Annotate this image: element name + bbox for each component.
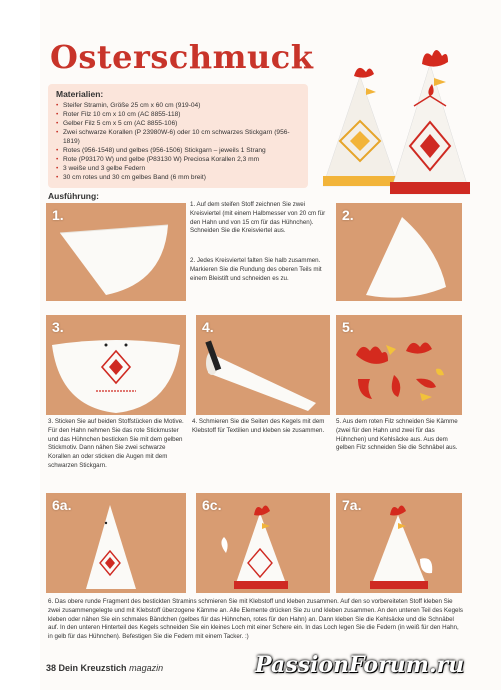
list-item: • 3 weiße und 3 gelbe Federn (56, 164, 300, 173)
step-number: 3. (52, 319, 64, 335)
magazine-suffix: magazin (129, 663, 164, 673)
cone-image (196, 315, 330, 415)
list-item: • Roter Filz 10 cm x 10 cm (AC 8855-118) (56, 110, 300, 119)
page-margin (0, 0, 40, 690)
step-2-text: 2. Jedes Kreisviertel falten Sie halb zusammen. Markieren Sie die Rundung des oberen Teils mit einem Bleistift und schneiden es zu. (190, 257, 322, 282)
step-4-text: 4. Schmieren Sie die Seiten des Kegels mit dem Klebstoff für Textilien und kleben sie zusammen. (192, 418, 325, 434)
materials-list (56, 101, 300, 182)
step-4-photo (196, 315, 330, 415)
watermark: PassionForum.ru (255, 652, 465, 678)
list-item: • Rotes (956-1548) und gelbes (956-1506) Stickgarn – jeweils 1 Strang (56, 146, 300, 155)
step-5-text: 5. Aus dem roten Filz schneiden Sie Kämme (zwei für den Hahn und zwei für das Hühnchen) und Kehlsäcke aus. Aus dem gelben Filz schneiden Sie die Schnäbel aus. (336, 418, 458, 452)
list-item: • Rote (P93170 W) und gelbe (P83130 W) Preciosa Korallen 2,3 mm (56, 155, 300, 164)
step-number: 7a. (342, 497, 362, 513)
materials-box (48, 84, 308, 188)
page-footer (46, 663, 163, 673)
step-number: 1. (52, 207, 64, 223)
step-3-photo (46, 315, 186, 415)
step-1-text: 1. Auf dem steifen Stoff zeichnen Sie zwei Kreisviertel (mit einem Halbmesser von 20 cm für den Hahn und von 15 cm für das Hühnchen). Schneiden Sie die Kreisviertel aus. (190, 201, 326, 235)
step-number: 6a. (52, 497, 72, 513)
magazine-name: Dein Kreuzstich (58, 663, 127, 673)
list-item: • Gelber Filz 5 cm x 5 cm (AC 8855-106) (56, 119, 300, 128)
materials-heading: Materialien: (56, 89, 104, 99)
step-6c-photo (196, 493, 330, 593)
page-title: Osterschmuck (50, 38, 314, 76)
quarter-circle-image (46, 203, 186, 301)
embroidered-fabric-image (46, 315, 186, 415)
step-number: 6c. (202, 497, 222, 513)
page-number: 38 (46, 663, 57, 673)
step-5-photo (336, 315, 462, 415)
list-item: • Zwei schwarze Korallen (P 23980W-6) oder 10 cm schwarzes Stickgarn (956-1819) (56, 128, 300, 146)
step-number: 4. (202, 319, 214, 335)
step-6a-photo (46, 493, 186, 593)
step-number: 5. (342, 319, 354, 335)
step-2-photo (336, 203, 462, 301)
step-3-text: 3. Sticken Sie auf beiden Stoffstücken die Motive. Für den Hahn nehmen Sie das rote Stickmuster und das Hühnchen besticken Sie mit dem gelben Stickmotiv. Dann nähen Sie zwei schwarze Korallen an oder sticken die Augen mit dem schwarzen Stickgarn. (48, 418, 184, 469)
felt-pieces-image (336, 315, 462, 415)
folded-quarter-image (336, 203, 462, 301)
list-item: • 30 cm rotes und 30 cm gelbes Band (6 mm breit) (56, 173, 300, 182)
step-number: 2. (342, 207, 354, 223)
section-heading: Ausführung: (48, 191, 99, 201)
list-item: • Steifer Stramin, Größe 25 cm x 60 cm (919-04) (56, 101, 300, 110)
step-6-text: 6. Das obere runde Fragment des bestickten Stramins schmieren Sie mit Klebstoff und kleben zusammen. Auf den so vorbereiteten Stoff kleben Sie zwei zusammengelegte und mit Klebstoff überzogene Kämme an. Alle Elemente drücken Sie zu und kleben zusammen. An den unteren Teil des Kegels kleben oder nähen Sie ein schmales Bändchen (gelbes für das Hühnchen, rotes für den Hahn) an. Dann kleben Sie die Kehlsäcke und die Schnäbel auf. In den unteren Hinterteil des Kegels schneiden Sie ein kleines Loch mit einer Schere ein. In das Loch legen Sie die Federn (in weiß für den Hahn, in gelb für das Hühnchen). Befestigen Sie die Federn mit einem Tacker. :) (48, 598, 463, 641)
step-1-photo (46, 203, 186, 301)
hero-photo-chickens (318, 36, 478, 196)
step-7a-photo (336, 493, 462, 593)
